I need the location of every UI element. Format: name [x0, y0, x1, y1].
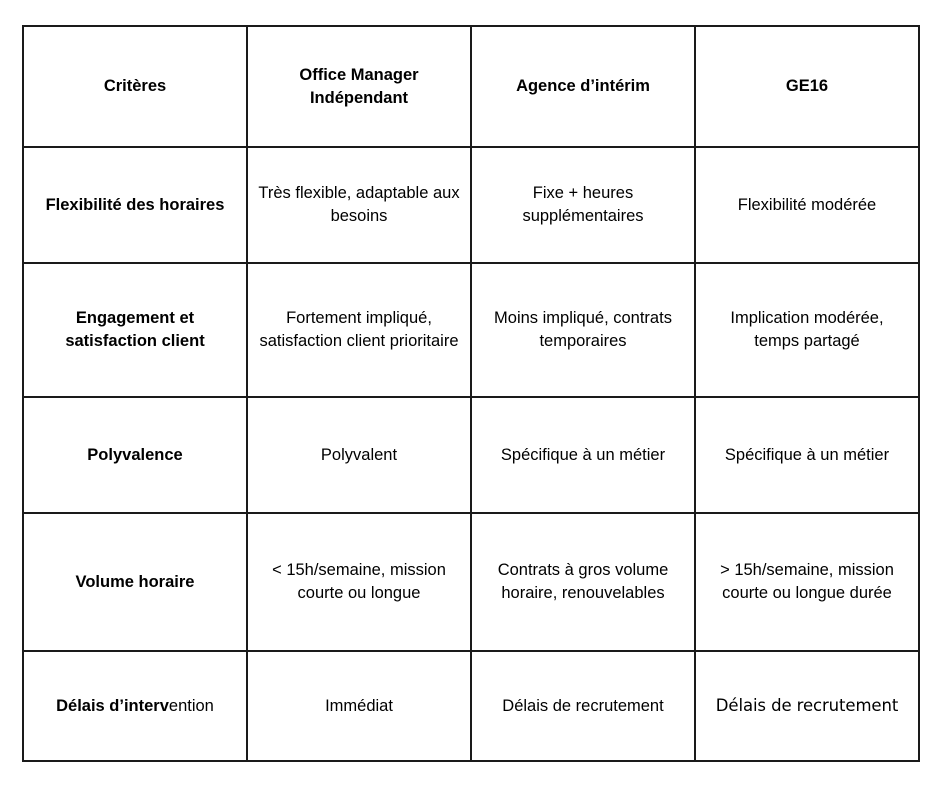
- cell-ge16: Flexibilité modérée: [695, 147, 919, 263]
- table-row: [23, 397, 919, 513]
- column-header-office-manager-line1: Office Manager: [299, 65, 419, 84]
- column-header-office-manager-line2: Indépendant: [309, 88, 409, 107]
- table-row: [23, 651, 919, 761]
- row-criteria-label: Volume horaire: [23, 513, 247, 651]
- table-row: [23, 147, 919, 263]
- row-criteria-label: Engagement et satisfaction client: [23, 263, 247, 397]
- table-header-row: [23, 26, 919, 147]
- cell-agence-interim: Moins impliqué, contrats temporaires: [471, 263, 695, 397]
- cell-agence-interim: Spécifique à un métier: [471, 397, 695, 513]
- cell-office-manager: Très flexible, adaptable aux besoins: [247, 147, 471, 263]
- row-criteria-label: [23, 651, 247, 761]
- cell-ge16: Implication modérée, temps partagé: [695, 263, 919, 397]
- column-header-ge16: GE16: [695, 26, 919, 147]
- cell-office-manager: < 15h/semaine, mission courte ou longue: [247, 513, 471, 651]
- column-header-criteres: Critères: [23, 26, 247, 147]
- cell-agence-interim: Fixe + heures supplémentaires: [471, 147, 695, 263]
- row-criteria-label: Flexibilité des horaires: [23, 147, 247, 263]
- cell-agence-interim: Contrats à gros volume horaire, renouvelables: [471, 513, 695, 651]
- table-row: [23, 263, 919, 397]
- cell-ge16: > 15h/semaine, mission courte ou longue durée: [695, 513, 919, 651]
- cell-agence-interim: Délais de recrutement: [471, 651, 695, 761]
- row-criteria-label-regular: ention: [168, 696, 214, 715]
- row-criteria-label-bold: Délais d’interv: [56, 696, 169, 715]
- cell-office-manager: Immédiat: [247, 651, 471, 761]
- cell-ge16: Délais de recrutement: [695, 651, 919, 761]
- comparison-table: [22, 25, 920, 762]
- column-header-office-manager: [247, 26, 471, 147]
- row-criteria-label: Polyvalence: [23, 397, 247, 513]
- table-row: [23, 513, 919, 651]
- cell-office-manager: Polyvalent: [247, 397, 471, 513]
- cell-office-manager: Fortement impliqué, satisfaction client prioritaire: [247, 263, 471, 397]
- column-header-agence-interim: Agence d’intérim: [471, 26, 695, 147]
- cell-ge16: Spécifique à un métier: [695, 397, 919, 513]
